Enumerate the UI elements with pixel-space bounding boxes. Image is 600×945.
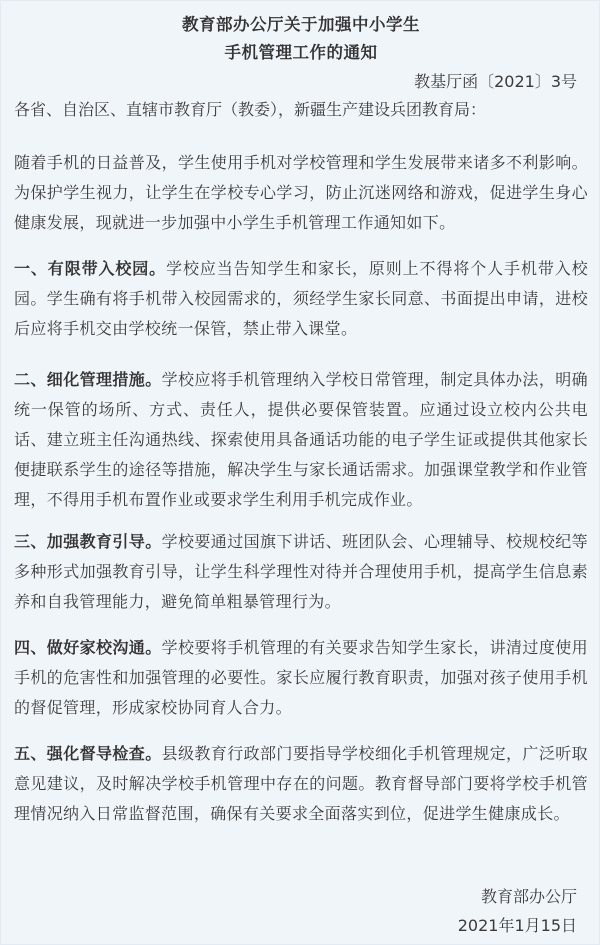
section-3-body: 学校要通过国旗下讲话、班团队会、心理辅导、校规校纪等多种形式加强教育引导，让学生科学理性对待并合理使用手机，提高学生信息素养和自我管理能力，避免简单粗暴管理行为。 xyxy=(14,532,588,611)
section-5-body: 县级教育行政部门要指导学校细化手机管理规定，广泛听取意见建议，及时解决学校手机管理中存在的问题。教育督导部门要将学校手机管理情况纳入日常监督范围，确保有关要求全面落实到位，促进学生健康成长。 xyxy=(14,744,588,823)
section-1 xyxy=(14,254,588,344)
section-4 xyxy=(14,633,588,723)
document-number: 教基厅函〔2021〕3号 xyxy=(414,72,577,91)
section-2 xyxy=(14,365,588,515)
document-title-line-1: 教育部办公厅关于加强中小学生 xyxy=(182,15,420,34)
section-1-body: 学校应当告知学生和家长，原则上不得将个人手机带入校园。学生确有将手机带入校园需求的，须经学生家长同意、书面提出申请，进校后应将手机交由学校统一保管，禁止带入课堂。 xyxy=(14,259,588,338)
document-title-line-2: 手机管理工作的通知 xyxy=(224,43,378,62)
addressee: 各省、自治区、直辖市教育厅（教委），新疆生产建设兵团教育局： xyxy=(14,100,487,119)
intro-paragraph: 随着手机的日益普及，学生使用手机对学校管理和学生发展带来诸多不利影响。为保护学生视力，让学生在学校专心学习，防止沉迷网络和游戏，促进学生身心健康发展，现就进一步加强中小学生手机管理工作通知如下。 xyxy=(14,153,588,232)
issuer: 教育部办公厅 xyxy=(480,887,577,906)
section-1-heading: 一、有限带入校园。 xyxy=(14,259,167,278)
section-3 xyxy=(14,527,588,617)
section-5 xyxy=(14,739,588,829)
section-4-heading: 四、做好家校沟通。 xyxy=(14,638,162,657)
section-3-heading: 三、加强教育引导。 xyxy=(14,532,162,551)
section-2-heading: 二、细化管理措施。 xyxy=(14,370,162,389)
section-2-body: 学校应将手机管理纳入学校日常管理，制定具体办法，明确统一保管的场所、方式、责任人，提供必要保管装置。应通过设立校内公共电话、建立班主任沟通热线、探索使用具备通话功能的电子学生证或提供其他家长便捷联系学生的途径等措施，解决学生与家长通话需求。加强课堂教学和作业管理，不得用手机布置作业或要求学生利用手机完成作业。 xyxy=(14,370,588,509)
section-4-body: 学校要将手机管理的有关要求告知学生家长，讲清过度使用手机的危害性和加强管理的必要性。家长应履行教育职责，加强对孩子使用手机的督促管理，形成家校协同育人合力。 xyxy=(14,638,588,717)
issue-date: 2021年1月15日 xyxy=(457,916,577,935)
section-5-heading: 五、强化督导检查。 xyxy=(14,744,162,763)
